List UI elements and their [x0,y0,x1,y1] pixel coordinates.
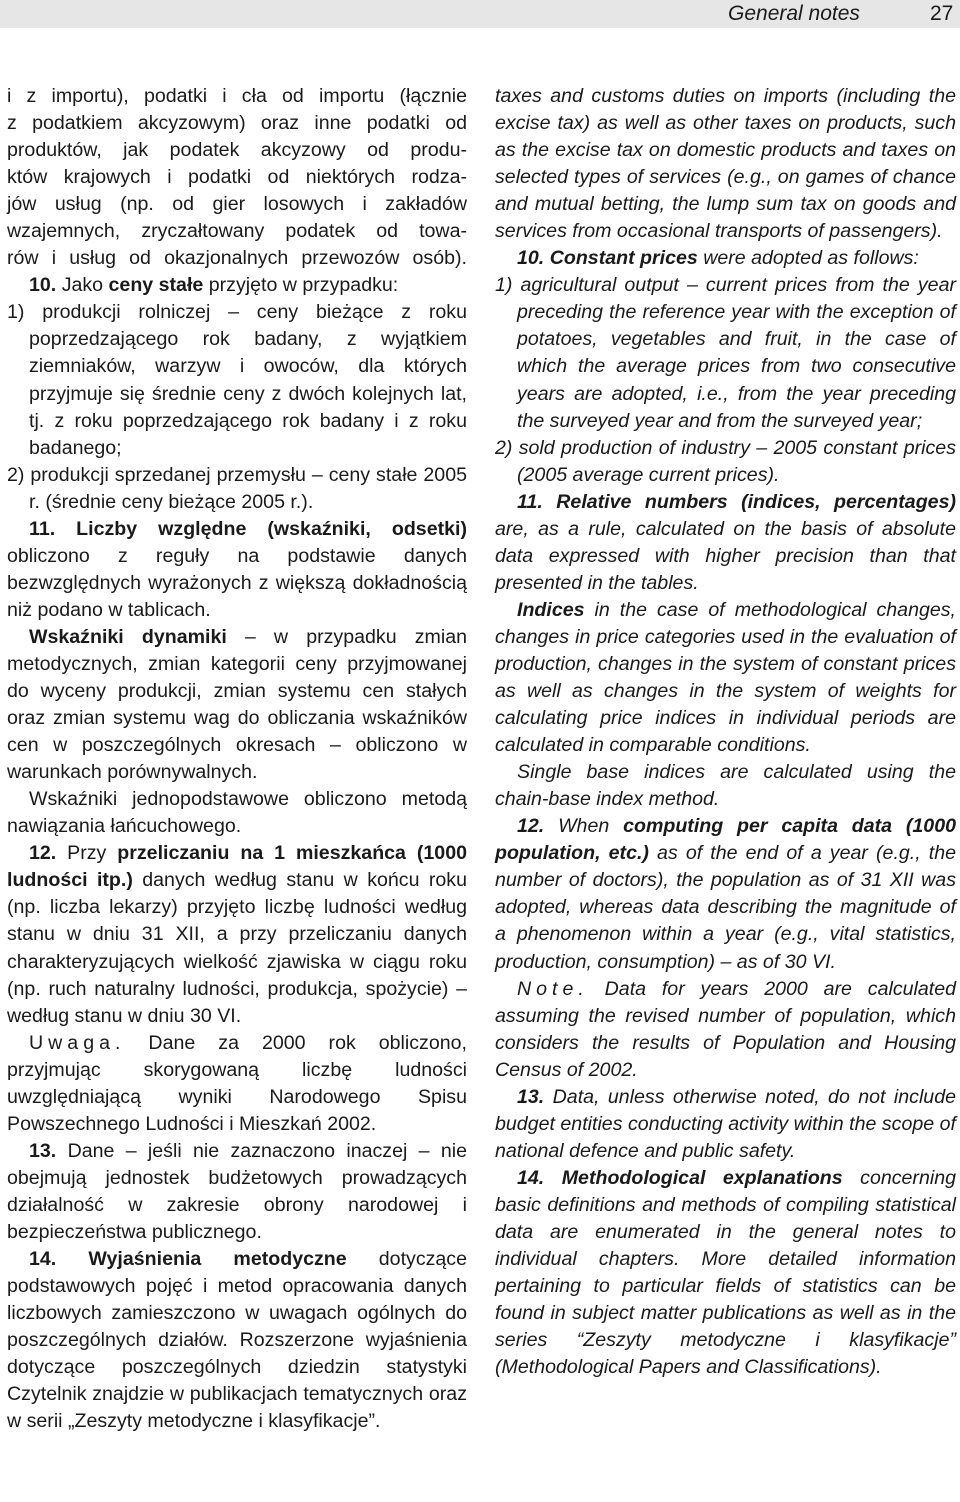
section-number: 10. [29,274,57,297]
section-number: 13. [517,1085,545,1108]
term: 11. Liczby względne (wskaźniki, odsetki) [29,517,467,540]
text-line: rów i usług od okazjonalnych przewozów osób). [7,247,467,270]
paragraph-single: Single base indices are calculated using the chain-base index method. [495,761,956,811]
term: Methodological explanations [561,1166,843,1189]
paragraph-10: 10. Jako ceny stałe przyjęto w przypadku: [29,274,399,297]
section-number: 12. [517,815,545,838]
paragraph-13: 13. Data, unless otherwise noted, do not include budget entities conducting activity within the scope of national defence and public safety. [495,1085,956,1162]
term: przeliczaniu na 1 mieszkańca (1000 ludności itp.) [7,842,467,892]
list-item: 2) sold production of industry – 2005 constant prices (2005 average current prices). [495,436,956,486]
term: Relative numbers (indices, percentages) [556,490,956,513]
text-line: wzajemnych, zryczałtowany podatek od towa- [7,220,467,243]
term: computing per capita data (1000 population, etc.) [495,815,956,865]
paragraph-note: Note. Data for years 2000 are calculated assuming the revised number of population, which considers the results of Population and Housing Census of 2002. [495,977,956,1081]
note-label: Uwaga. [29,1031,126,1054]
paragraph-10: 10. Constant prices were adopted as follows: [517,247,919,270]
text-line: produktów, jak podatek akcyzowy od produ- [7,139,467,162]
section-number: 14. [517,1166,545,1189]
term: Wskaźniki dynamiki [29,625,227,648]
paragraph-13: 13. Dane – jeśli nie zaznaczono inaczej – nie obejmują jednostek budżetowych prowadzących działalność w zakresie obrony narodowej i bezpieczeństwa publicznego. [7,1139,467,1243]
paragraph-indices: Indices in the case of methodological changes, changes in price categories used in the evaluation of production, changes in the system of constant prices as well as changes in the system of weights for calculating price indices in individual periods are calculated in comparable conditions. [495,598,956,757]
paragraph-12: 12. Przy przeliczaniu na 1 mieszkańca (1000 ludności itp.) danych według stanu w końcu roku (np. liczba lekarzy) przyjęto liczbę ludności według stanu w dniu 31 XII, a przy przeliczaniu danych charakteryzujących wielkość zjawiska w ciągu roku (np. ruch naturalny ludności, produkcja, spożycie) – według stanu w dniu 30 VI. [7,842,467,1027]
text-line: i z importu), podatki i cła od importu (łącznie [7,85,467,107]
paragraph-dynamics: Wskaźniki dynamiki – w przypadku zmian metodycznych, zmian kategorii ceny przyjmowanej do wyceny produkcji, zmian systemu cen stałych oraz zmian systemu wag do obliczania wskaźników cen w poszczególnych okresach – obliczono w warunkach porównywalnych. [7,625,467,784]
page-header [0,0,960,28]
paragraph-11: 11. Liczby względne (wskaźniki, odsetki) obliczono z reguły na podstawie danych bezwzględnych wyrażonych z większą dokładnością niż podano w tablicach. [7,517,467,621]
section-title: General notes [728,2,860,25]
note-label: Note. [517,977,589,1000]
paragraph-11: 11. Relative numbers (indices, percentages) are, as a rule, calculated on the basis of absolute data expressed with higher precision than that presented in the tables. [495,490,956,594]
term: Indices [517,598,585,621]
term: ceny stałe [108,274,204,297]
paragraph-14: 14. Methodological explanations concerning basic definitions and methods of compiling statistical data are enumerated in the general notes to individual chapters. More detailed information pertaining to particular fields of statistics can be found in subject matter publications as well as in the series “Zeszyty metodyczne i klasyfikacje” (Methodological Papers and Classifications). [495,1166,956,1379]
section-number: 12. [29,842,57,865]
section-number: 13. [29,1139,57,1162]
text-line: jów usług (np. od gier losowych i zakładów [7,193,467,216]
page-number: 27 [930,2,954,25]
section-number: 10. [517,247,545,270]
paragraph-chain: Wskaźniki jednopodstawowe obliczono metodą nawiązania łańcuchowego. [7,788,467,838]
text-line: któw krajowych i podatki od niektórych rodza- [7,166,467,189]
section-number: 11. [517,490,543,513]
english-column [495,83,956,1381]
term: Constant prices [549,247,698,270]
paragraph-intro: taxes and customs duties on imports (including the excise tax) as well as other taxes on products, such as the excise tax on domestic products and taxes on selected types of services (e.g., on games of chance and mutual betting, the lump sum tax on goods and services from occasional transports of passengers). [495,85,956,243]
paragraph-14: 14. Wyjaśnienia metodyczne dotyczące podstawowych pojęć i metod opracowania danych liczbowych zamieszczono w uwagach ogólnych do poszczególnych działów. Rozszerzone wyjaśnienia dotyczące poszczególnych dziedzin statystyki Czytelnik znajdzie w publikacjach tematycznych oraz w serii „Zeszyty metodyczne i klasyfikacje”. [7,1248,468,1433]
polish-column [7,83,467,1435]
section-number: 14. [29,1248,57,1271]
list-item: 1) produkcji rolniczej – ceny bieżące z roku poprzedzającego rok badany, z wyjątkiem ziemniaków, warzyw i owoców, dla których przyjmuje się średnie ceny z dwóch kolejnych lat, tj. z roku poprzedzającego rok badany i z roku badanego; [7,301,467,459]
list-item: 1) agricultural output – current prices from the year preceding the reference year with the exception of potatoes, vegetables and fruit, in the case of which the average prices from two consecutive years are adopted, i.e., from the year preceding the surveyed year and from the surveyed year; [495,274,956,432]
paragraph-12: 12. When computing per capita data (1000 population, etc.) as of the end of a year (e.g., the number of doctors), the population as of 31 XII was adopted, whereas data describing the magnitude of a phenomenon within a year (e.g., vital statistics, production, consumption) – as of 30 VI. [495,815,957,973]
paragraph-note: Uwaga. Dane za 2000 rok obliczono, przyjmując skorygowaną liczbę ludności uwzględniającą wyniki Narodowego Spisu Powszechnego Ludności i Mieszkań 2002. [7,1031,467,1135]
term: Wyjaśnienia metodyczne [88,1248,347,1271]
text-line: z podatkiem akcyzowym) oraz inne podatki od [7,112,467,135]
list-item: 2) produkcji sprzedanej przemysłu – ceny stałe 2005 r. (średnie ceny bieżące 2005 r.). [7,463,467,513]
